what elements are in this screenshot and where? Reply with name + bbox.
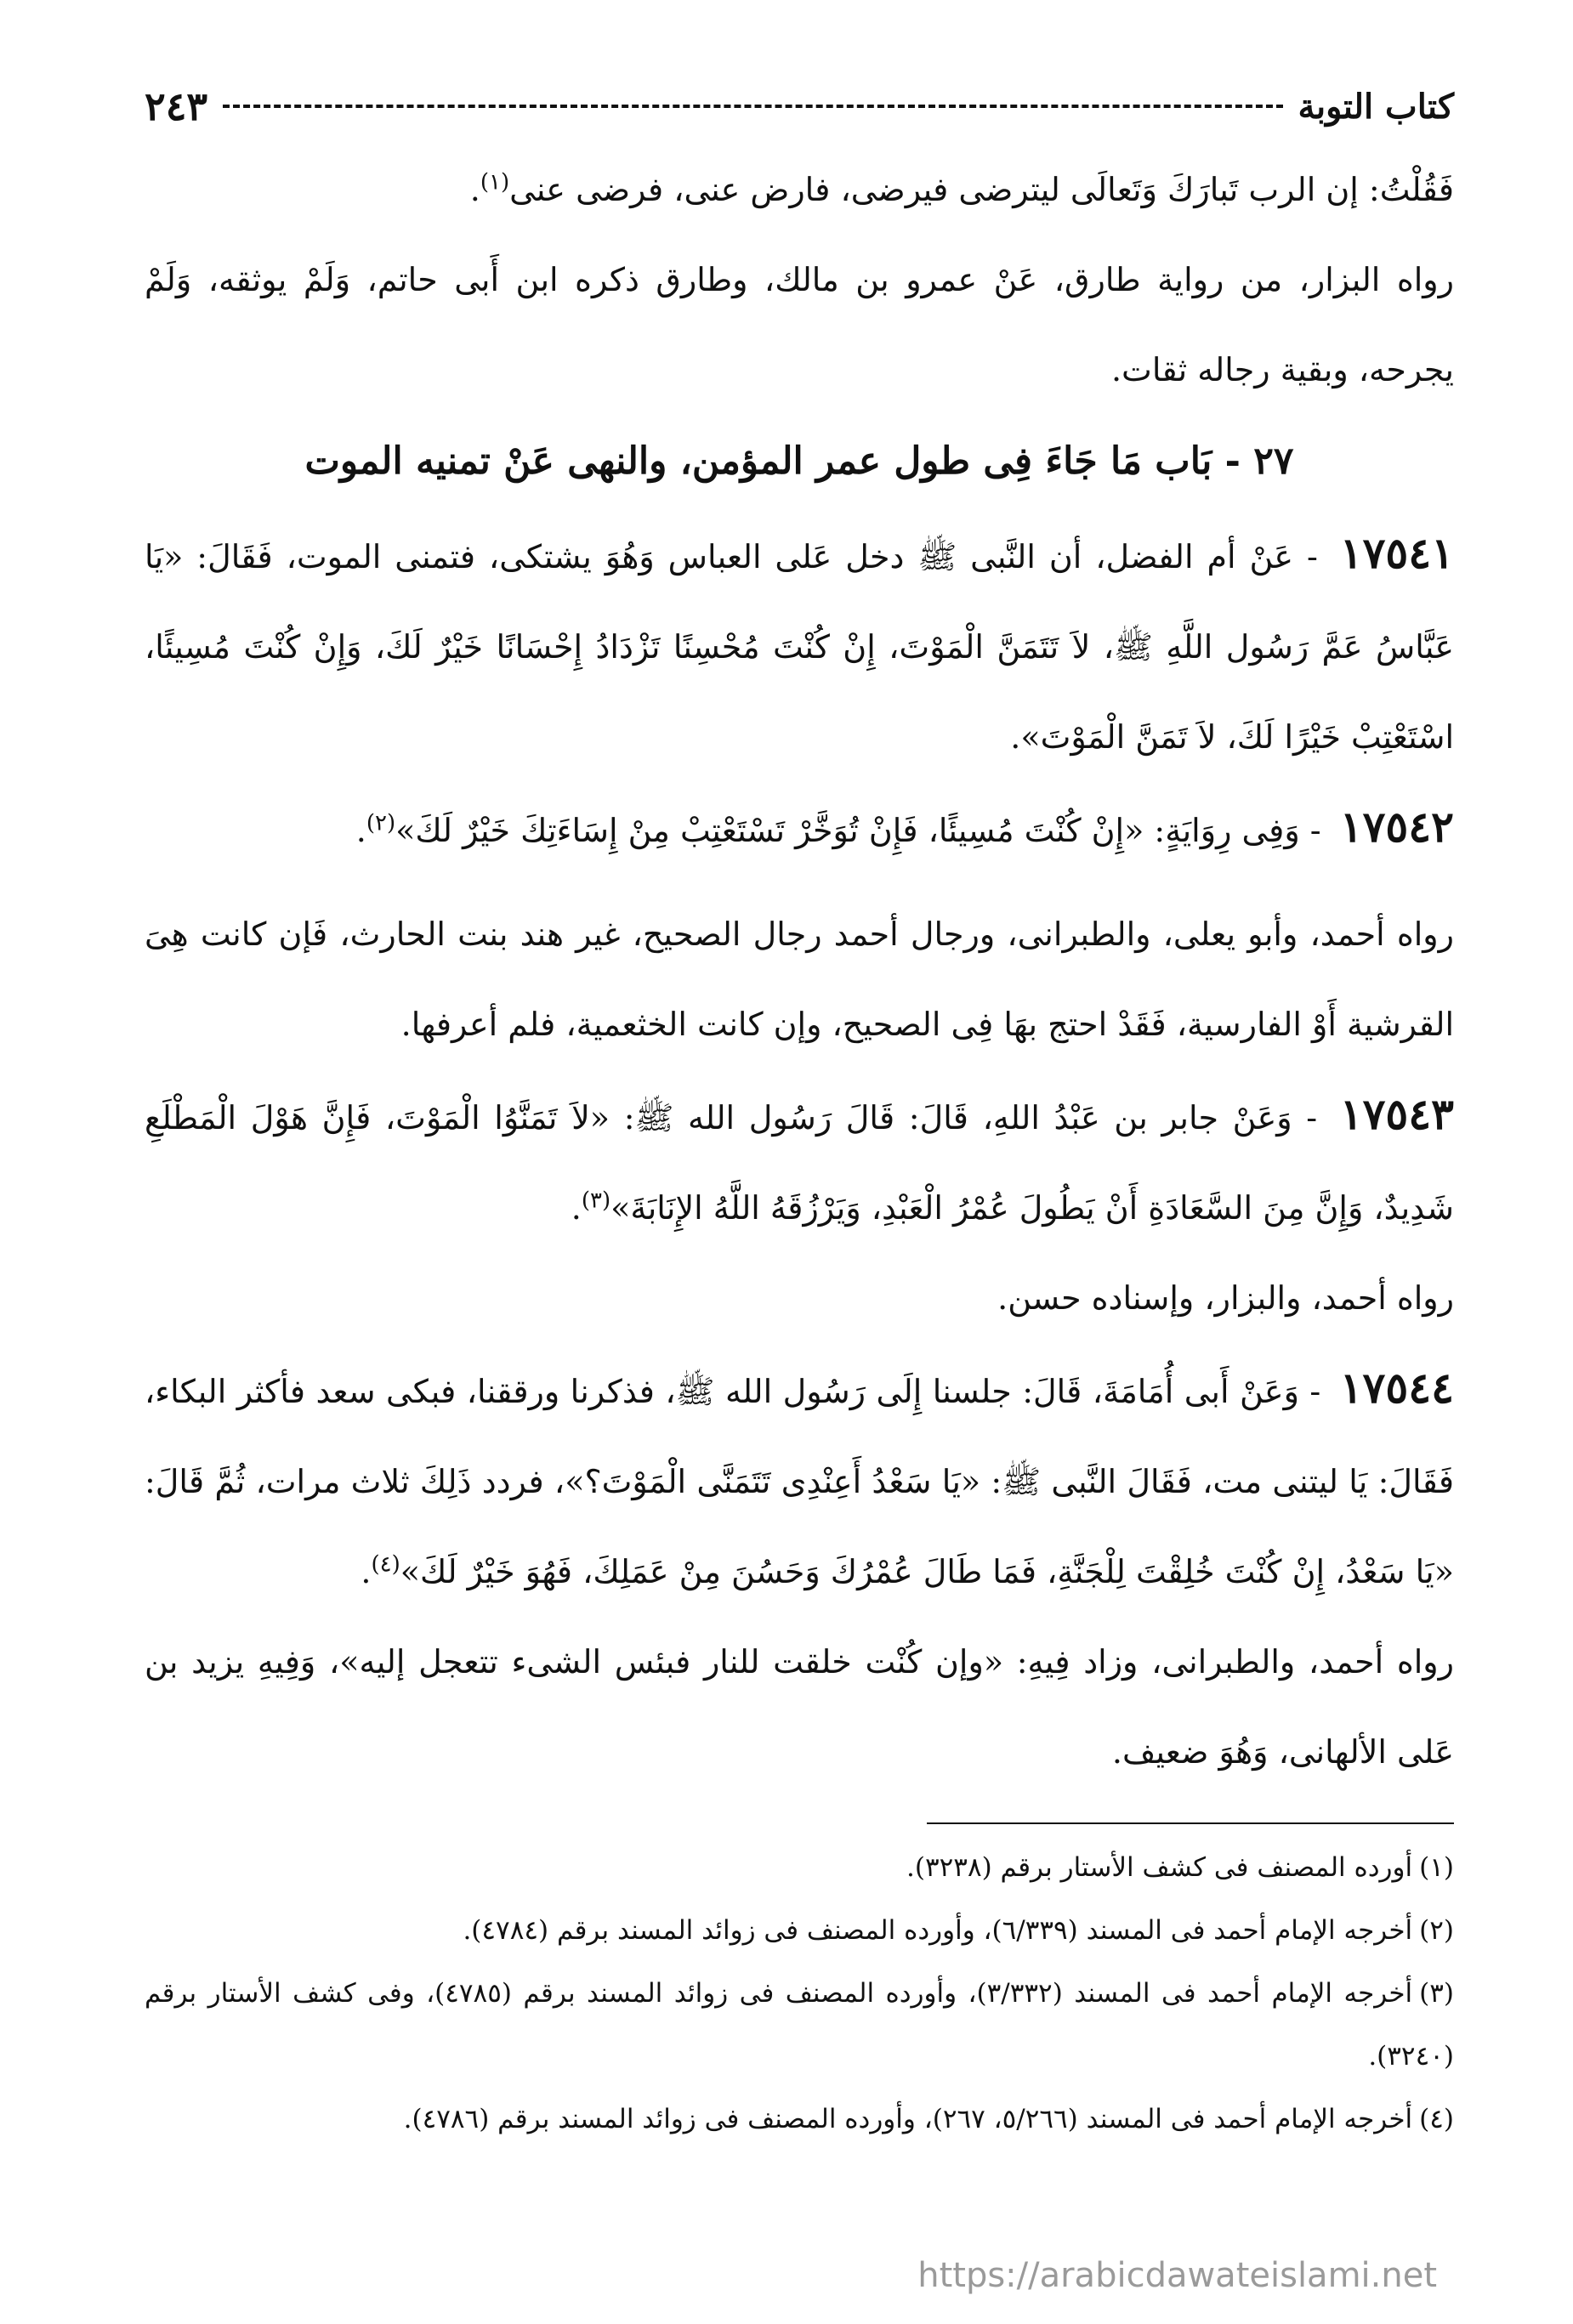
footnote-text: أخرجه الإمام أحمد فى المسند (٦/٣٣٩)، وأورده المصنف فى زوائد المسند برقم (٤٧٨٤).: [463, 1915, 1413, 1946]
paragraph: [145, 235, 1454, 415]
paragraph-text: فَقُلْتُ: إن الرب تَبارَكَ وَتَعالَى ليترضى فيرضى، فارض عنى، فرضى عنى: [509, 171, 1454, 208]
hadith-text: - وَعَنْ أَبى أُمَامَةَ، قَالَ: جلسنا إِلَى رَسُول الله ﷺ، فذكرنا ورققنا، فبكى سعد فأكثر البكاء، فَقَالَ: يَا ليتنى مت، فَقَالَ النَّبى ﷺ: «يَا سَعْدُ أَعِنْدِى تَتَمَنَّى الْمَوْتَ؟»، فردد ذَلِكَ ثلاث مرات، ثُمَّ قَالَ: «يَا سَعْدُ، إِنْ كُنْتَ خُلِقْتَ لِلْجَنَّةِ، فَمَا طَالَ عُمْرُكَ وَحَسُنَ مِنْ عَمَلِكَ، فَهُوَ خَيْرٌ لَكَ»: [145, 1373, 1454, 1590]
paragraph: [145, 145, 1454, 235]
footnote-ref: (٢): [366, 810, 396, 836]
hadith-tail: .: [571, 1189, 582, 1227]
main-text: [145, 145, 1454, 1797]
paragraph-tail: .: [469, 171, 480, 208]
footnote: [145, 1899, 1454, 1962]
footnote-number: (١): [1419, 1852, 1454, 1883]
footnote-text: أخرجه الإمام أحمد فى المسند (٣/٣٣٢)، وأورده المصنف فى زوائد المسند برقم (٤٧٨٥)، وفى كشف الأستار برقم (٣٢٤٠).: [145, 1978, 1454, 2072]
hadith: [145, 508, 1454, 782]
watermark-url: https://arabicdawateislami.net: [917, 2256, 1437, 2295]
header-dash-line: [223, 105, 1282, 108]
hadith: [145, 1069, 1454, 1253]
narration: رواه أحمد، وأبو يعلى، والطبرانى، ورجال أحمد رجال الصحيح، غير هند بنت الحارث، فَإن كانت هِىَ القرشية أَوْ الفارسية، فَقَدْ احتج بهَا فِى الصحيح، وإن كانت الخثعمية، فلم أعرفها.: [145, 915, 1454, 1043]
footnote-ref: (١): [480, 169, 510, 196]
footnote-ref: (٤): [371, 1551, 400, 1578]
hadith-text: - عَنْ أم الفضل، أن النَّبى ﷺ دخل عَلى العباس وَهُوَ يشتكى، فتمنى الموت، فَقَالَ: «يَا عَبَّاسُ عَمَّ رَسُول اللَّهِ ﷺ، لاَ تَتَمَنَّ الْمَوْتَ، إِنْ كُنْتَ مُحْسِنًا تَزْدَادُ إِحْسَانًا خَيْرٌ لَكَ، وَإِنْ كُنْتَ مُسِيئًا، اسْتَعْتِبْ خَيْرًا لَكَ، لاَ تَمَنَّ الْمَوْتَ».: [145, 538, 1455, 756]
hadith-number: ١٧٥٤٢: [1339, 802, 1454, 852]
footnote-number: (٣): [1419, 1978, 1454, 2009]
footnote-divider: [927, 1822, 1454, 1824]
footnote: [145, 1836, 1454, 1899]
narration: رواه أحمد، والبزار، وإسناده حسن.: [997, 1279, 1454, 1317]
hadith-number: ١٧٥٤١: [1339, 528, 1454, 578]
footnote-ref: (٣): [581, 1188, 611, 1214]
footnote-number: (٢): [1419, 1915, 1454, 1946]
footnote: [145, 1962, 1454, 2088]
hadith-tail: .: [361, 1553, 372, 1590]
footnote: [145, 2088, 1454, 2151]
footnote-text: أخرجه الإمام أحمد فى المسند (٥/٢٦٦، ٢٦٧)، وأورده المصنف فى زوائد المسند برقم (٤٧٨٦).: [403, 2104, 1413, 2134]
book-page: [145, 68, 1454, 2295]
hadith-text: - وَفِى رِوَايَةٍ: «إِنْ كُنْتَ مُسِيئًا، فَإِنْ تُوَخَّرْ تَسْتَعْتِبْ مِنْ إِسَاءَتِكَ خَيْرٌ لَكَ»: [395, 812, 1321, 849]
hadith-text: - وَعَنْ جابر بن عَبْدُ اللهِ، قَالَ: قَالَ رَسُول الله ﷺ: «لاَ تَمَنَّوُا الْمَوْتَ، فَإِنَّ هَوْلَ الْمَطْلَعِ شَدِيدٌ، وَإِنَّ مِنَ السَّعَادَةِ أَنْ يَطُولَ عُمْرُ الْعَبْدِ، وَيَرْزُقَهُ اللَّهُ الإِنَابَةَ»: [145, 1099, 1454, 1227]
hadith-number: ١٧٥٤٤: [1339, 1363, 1454, 1413]
narration: رواه أحمد، والطبرانى، وزاد فِيهِ: «وإن كُنْت خلقت للنار فبئس الشىء تتعجل إليه»، وَفِيهِ يزيد بن عَلى الألهانى، وَهُوَ ضعيف.: [145, 1643, 1454, 1771]
chapter-heading: ٢٧ - بَاب مَا جَاءَ فِى طول عمر المؤمن، والنهى عَنْ تمنيه الموت: [304, 439, 1294, 483]
hadith: [145, 782, 1454, 876]
footnote-number: (٤): [1419, 2104, 1454, 2134]
page-header: [145, 68, 1454, 145]
hadith-number: ١٧٥٤٣: [1339, 1089, 1454, 1139]
hadith-tail: .: [355, 812, 366, 849]
footnotes: [145, 1836, 1454, 2151]
hadith: [145, 1343, 1454, 1617]
page-number: ٢٤٣: [145, 83, 208, 129]
paragraph-text: رواه البزار، من رواية طارق، عَنْ عمرو بن مالك، وطارق ذكره ابن أَبى حاتم، وَلَمْ يوثقه، وَلَمْ يجرحه، وبقية رجاله ثقات.: [145, 261, 1454, 388]
book-title: كتاب التوبة: [1298, 86, 1454, 127]
footnote-text: أورده المصنف فى كشف الأستار برقم (٣٢٣٨).: [906, 1852, 1413, 1883]
